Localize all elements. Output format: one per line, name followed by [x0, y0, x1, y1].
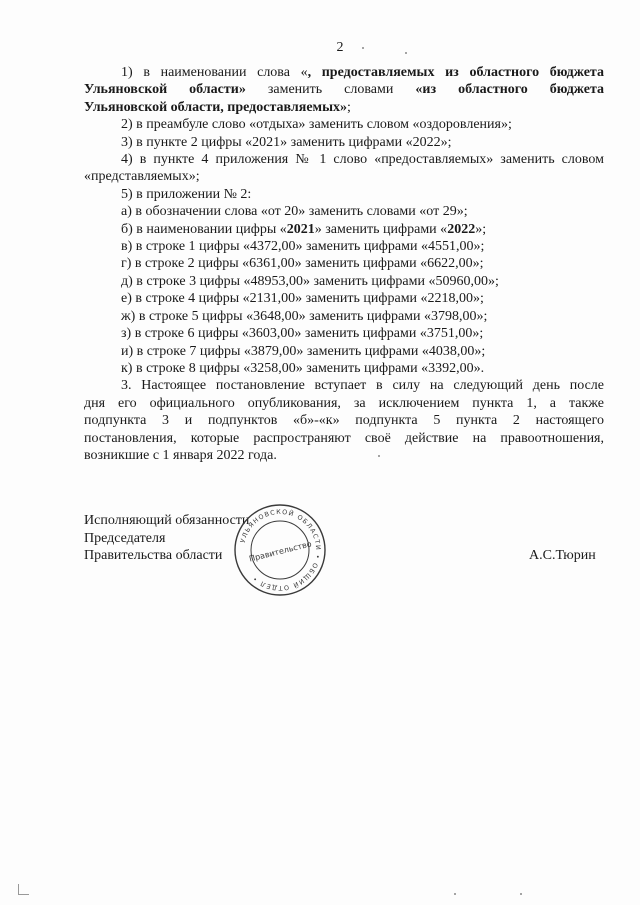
- item-5b-b: 2021: [286, 221, 315, 237]
- item-3: 3) в пункте 2 цифры «2021» заменить цифрами «2022»;: [121, 134, 452, 150]
- item-5b-e: »;: [475, 221, 487, 237]
- signer-title-line-2: Председателя: [84, 530, 166, 546]
- clause-3-line-4: постановления, которые распространяют своё действие на правоотношения,: [84, 430, 604, 446]
- item-1-text-c: Ульяновской области»: [84, 82, 246, 98]
- seal-ring-text: УЛЬЯНОВСКОЙ ОБЛАСТИ • ОБЩИЙ ОТДЕЛ •: [238, 507, 323, 593]
- item-5a: а) в обозначении слова «от 20» заменить словами «от 29»;: [121, 204, 468, 220]
- item-1: [84, 64, 604, 81]
- item-5e: е) в строке 4 цифры «2131,00» заменить цифрами «2218,00»;: [121, 291, 484, 307]
- item-5i: и) в строке 7 цифры «3879,00» заменить цифрами «4038,00»;: [121, 343, 486, 359]
- scan-speck: [378, 455, 380, 457]
- item-1-text-f: Ульяновской области, предоставляемых»: [84, 99, 348, 115]
- signature-block: [84, 512, 249, 565]
- scan-corner-mark: [18, 884, 29, 895]
- item-1-text-b: , предоставляемых из областного бюджета: [307, 65, 604, 80]
- scan-speck: [405, 52, 407, 54]
- scan-speck: [362, 47, 364, 49]
- clause-3-line-1: 3. Настоящее постановление вступает в силу на следующий день после: [121, 378, 604, 394]
- item-1-end: [84, 99, 604, 116]
- page-number: 2: [336, 40, 344, 55]
- clause-3-line-3: подпункта 3 и подпунктов «б»-«к» подпункта 5 пункта 2 настоящего: [84, 413, 604, 429]
- item-5b-d: 2022: [447, 221, 476, 237]
- item-1-text-a: 1) в наименовании слова «: [121, 65, 308, 80]
- item-5zh: ж) в строке 5 цифры «3648,00» заменить цифрами «3798,00»;: [121, 308, 488, 324]
- item-5z: з) в строке 6 цифры «3603,00» заменить цифрами «3751,00»;: [121, 326, 484, 342]
- item-5d: д) в строке 3 цифры «48953,00» заменить цифрами «50960,00»;: [121, 273, 499, 289]
- item-5b-c: » заменить цифрами «: [314, 221, 448, 237]
- item-4-cont: «представляемых»;: [84, 169, 200, 185]
- item-5k: к) в строке 8 цифры «3258,00» заменить цифрами «3392,00».: [121, 360, 485, 376]
- item-5b-a: б) в наименовании цифры «: [121, 221, 287, 237]
- item-1-text-g: ;: [347, 99, 351, 115]
- item-1-text-d: заменить словами: [245, 82, 416, 98]
- signer-name: А.С.Тюрин: [529, 548, 596, 563]
- item-1-text-e: «из областного бюджета: [415, 82, 605, 98]
- clause-3-line-2: дня его официального опубликования, за исключением пункта 1, а также: [84, 395, 604, 411]
- signer-title-line-3: Правительства области: [84, 548, 223, 563]
- clause-3-line-5: возникшие с 1 января 2022 года.: [84, 447, 277, 463]
- seal-center-text: Правительство: [248, 539, 313, 564]
- item-5v: в) в строке 1 цифры «4372,00» заменить цифрами «4551,00»;: [121, 239, 485, 255]
- document-body: [84, 64, 604, 464]
- scan-speck: [454, 893, 456, 895]
- item-5: 5) в приложении № 2:: [121, 186, 252, 202]
- item-4: 4) в пункте 4 приложения № 1 слово «предоставляемых» заменить словом: [121, 152, 604, 168]
- item-2: 2) в преамбуле слово «отдыха» заменить словом «оздоровления»;: [121, 117, 512, 133]
- signer-title-line-1: Исполняющий обязанности: [84, 513, 250, 528]
- item-5b: [84, 221, 604, 238]
- item-5g: г) в строке 2 цифры «6361,00» заменить цифрами «6622,00»;: [121, 256, 484, 272]
- official-seal: [232, 502, 328, 598]
- scan-speck: [520, 893, 522, 895]
- item-1-cont: [84, 81, 604, 98]
